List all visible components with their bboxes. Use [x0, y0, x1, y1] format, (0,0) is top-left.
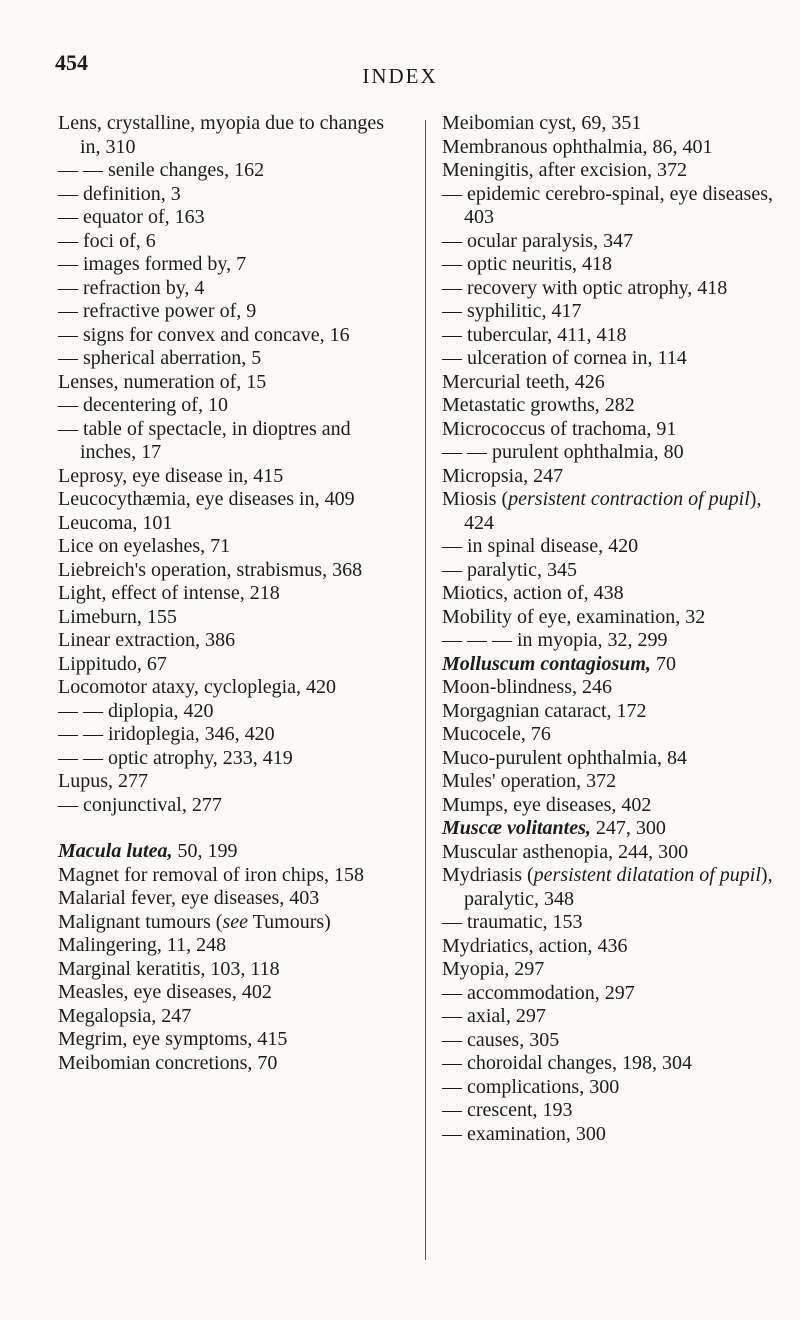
index-entry [58, 723, 398, 747]
index-entry [58, 300, 398, 324]
entry-text: Metastatic growths, 282 [442, 394, 635, 416]
index-entry [442, 911, 782, 935]
index-entry [58, 230, 398, 254]
entry-text: — examination, 300 [442, 1122, 606, 1145]
entry-text: — spherical aberration, 5 [58, 347, 262, 369]
entry-text: Lenses, numeration of, 15 [58, 370, 267, 393]
entry-text: — paralytic, 345 [442, 558, 577, 581]
entry-text: — traumatic, 153 [442, 911, 583, 933]
entry-text: — signs for convex and concave, 16 [58, 323, 350, 346]
entry-text: — table of spectacle, in dioptres and inches, 17 [58, 417, 351, 463]
index-entry [442, 324, 782, 348]
index-entry [58, 559, 398, 583]
entry-text: 247, 300 [590, 817, 666, 839]
entry-text: — — senile changes, 162 [58, 159, 265, 181]
entry-text: 70 [650, 652, 676, 675]
index-entry [58, 159, 398, 183]
index-entry [58, 465, 398, 489]
entry-text: Malingering, 11, 248 [58, 934, 227, 956]
index-entry [442, 1099, 782, 1123]
index-entry [442, 535, 782, 559]
index-entry [442, 136, 782, 160]
index-entry [442, 347, 782, 371]
index-entry [442, 629, 782, 653]
entry-text: Micrococcus of trachoma, 91 [442, 417, 677, 440]
running-head: INDEX [362, 64, 438, 88]
entry-text: — in spinal disease, 420 [442, 535, 639, 557]
entry-text: — ocular paralysis, 347 [442, 229, 634, 252]
entry-text: Locomotor ataxy, cycloplegia, 420 [58, 676, 337, 698]
index-entry [58, 277, 398, 301]
entry-text: — epidemic cerebro-spinal, eye diseases, 403 [442, 182, 773, 228]
index-entry [442, 676, 782, 700]
entry-text: Membranous ophthalmia, 86, 401 [442, 135, 713, 158]
entry-text: — foci of, 6 [58, 229, 156, 252]
index-entry [442, 559, 782, 583]
entry-text: Megalopsia, 247 [58, 1004, 192, 1027]
index-entry [442, 441, 782, 465]
entry-text: — equator of, 163 [58, 206, 205, 228]
entry-text: — accommodation, 297 [442, 981, 635, 1004]
entry-text: Miosis ( [442, 488, 509, 510]
entry-text: Meibomian concretions, 70 [58, 1051, 278, 1074]
entry-text: Mules' operation, 372 [442, 770, 617, 792]
index-entry [58, 840, 398, 864]
index-entry [58, 324, 398, 348]
entry-text: Miotics, action of, 438 [442, 582, 624, 604]
index-entry [442, 606, 782, 630]
entry-text: Liebreich's operation, strabismus, 368 [58, 558, 363, 581]
index-column-right [442, 112, 782, 1146]
entry-text: Meningitis, after excision, 372 [442, 159, 687, 181]
entry-text: — — optic atrophy, 233, 419 [58, 746, 293, 769]
index-entry [442, 465, 782, 489]
index-entry [442, 935, 782, 959]
entry-text: Muco-purulent ophthalmia, 84 [442, 746, 687, 769]
entry-text: — decentering of, 10 [58, 394, 228, 416]
index-entry [58, 653, 398, 677]
entry-text: Meibomian cyst, 69, 351 [442, 112, 642, 134]
index-entry [442, 112, 782, 136]
index-entry [442, 982, 782, 1006]
entry-italic: see [222, 910, 248, 933]
entry-text: Lens, crystalline, myopia due to changes in, 310 [58, 112, 385, 158]
entry-tail: ), 424 [464, 488, 762, 534]
entry-text: — conjunctival, 277 [58, 793, 222, 816]
index-entry [442, 723, 782, 747]
index-entry [442, 371, 782, 395]
index-entry [442, 958, 782, 982]
index-entry [442, 582, 782, 606]
index-entry [58, 700, 398, 724]
entry-text: Mercurial teeth, 426 [442, 370, 605, 393]
index-entry [442, 841, 782, 865]
entry-text: — syphilitic, 417 [442, 300, 582, 322]
index-entry [58, 981, 398, 1005]
entry-text: Morgagnian cataract, 172 [442, 699, 647, 722]
index-entry [58, 629, 398, 653]
index-entry [442, 1052, 782, 1076]
index-entry [58, 488, 398, 512]
entry-heading: Macula lutea, [58, 840, 173, 862]
index-entry [442, 277, 782, 301]
entry-italic: persistent dilatation of pupil [533, 864, 761, 886]
index-entry [58, 112, 398, 159]
entry-text: Malignant tumours ( [58, 910, 223, 933]
entry-text: Lice on eyelashes, 71 [58, 535, 231, 557]
index-entry [442, 770, 782, 794]
entry-text: Mucocele, 76 [442, 723, 551, 745]
entry-text: — choroidal changes, 198, 304 [442, 1052, 692, 1074]
entry-text: Myopia, 297 [442, 958, 545, 980]
entry-text: — axial, 297 [442, 1005, 546, 1027]
index-entry [58, 958, 398, 982]
entry-text: Moon-blindness, 246 [442, 676, 612, 698]
entry-text: Light, effect of intense, 218 [58, 582, 280, 604]
index-entry [58, 1052, 398, 1076]
entry-text: — images formed by, 7 [58, 253, 247, 275]
entry-text: — complications, 300 [442, 1075, 620, 1098]
index-entry [58, 253, 398, 277]
index-entry [58, 887, 398, 911]
entry-text: Megrim, eye symptoms, 415 [58, 1028, 288, 1050]
entry-text: Leprosy, eye disease in, 415 [58, 464, 284, 487]
entry-text: — — diplopia, 420 [58, 699, 214, 722]
entry-text: Limeburn, 155 [58, 605, 177, 628]
index-entry [442, 747, 782, 771]
entry-text: — causes, 305 [442, 1028, 560, 1051]
index-entry [442, 1076, 782, 1100]
entry-text: — crescent, 193 [442, 1099, 573, 1121]
index-entry [442, 159, 782, 183]
index-entry [442, 1005, 782, 1029]
entry-heading: Muscæ volitantes, [442, 817, 591, 839]
index-entry [442, 864, 782, 911]
entry-text: Micropsia, 247 [442, 464, 564, 487]
index-entry [442, 794, 782, 818]
index-entry [442, 300, 782, 324]
entry-text: — refractive power of, 9 [58, 300, 257, 322]
index-entry [58, 911, 398, 935]
entry-italic: persistent contraction of pupil [508, 488, 750, 510]
index-entry [442, 488, 782, 535]
index-entry [58, 934, 398, 958]
index-entry [442, 653, 782, 677]
entry-text: Leucoma, 101 [58, 511, 173, 534]
entry-text: 50, 199 [172, 840, 238, 862]
entry-text: — recovery with optic atrophy, 418 [442, 276, 728, 299]
index-entry [58, 864, 398, 888]
entry-tail: Tumours) [247, 910, 331, 933]
entry-text: Leucocythæmia, eye diseases in, 409 [58, 488, 355, 510]
entry-text: — — iridoplegia, 346, 420 [58, 723, 275, 745]
index-entry [58, 394, 398, 418]
entry-text: Measles, eye diseases, 402 [58, 981, 272, 1003]
index-entry [58, 371, 398, 395]
entry-text: Linear extraction, 386 [58, 629, 236, 651]
index-entry [442, 1029, 782, 1053]
index-entry [58, 606, 398, 630]
index-entry [58, 535, 398, 559]
index-entry [442, 418, 782, 442]
index-column-left [58, 112, 398, 1075]
index-entry [58, 418, 398, 465]
index-entry [442, 817, 782, 841]
index-entry [58, 183, 398, 207]
entry-text: Mydriasis ( [442, 864, 534, 886]
index-entry [442, 394, 782, 418]
entry-text: — — purulent ophthalmia, 80 [442, 441, 684, 463]
entry-text: Lippitudo, 67 [58, 652, 167, 675]
page-number: 454 [55, 50, 88, 75]
index-entry [58, 676, 398, 700]
index-entry [58, 1028, 398, 1052]
index-entry [58, 747, 398, 771]
index-entry [442, 700, 782, 724]
index-entry [58, 512, 398, 536]
entry-text: Magnet for removal of iron chips, 158 [58, 863, 365, 886]
entry-text: Muscular asthenopia, 244, 300 [442, 840, 689, 863]
index-entry [58, 582, 398, 606]
index-entry [58, 206, 398, 230]
index-entry [58, 794, 398, 818]
entry-text: Mydriatics, action, 436 [442, 934, 628, 957]
index-entry [442, 253, 782, 277]
index-entry [442, 1123, 782, 1147]
entry-text: — definition, 3 [58, 182, 181, 205]
entry-text: — — — in myopia, 32, 299 [442, 629, 668, 651]
index-entry [58, 347, 398, 371]
index-entry [58, 1005, 398, 1029]
column-divider [425, 120, 426, 1260]
entry-heading: Molluscum contagiosum, [442, 652, 651, 675]
entry-text: — tubercular, 411, 418 [442, 323, 627, 346]
entry-text: Mumps, eye diseases, 402 [442, 793, 652, 816]
index-entry [442, 230, 782, 254]
entry-text: — refraction by, 4 [58, 276, 205, 299]
entry-text: — optic neuritis, 418 [442, 253, 612, 275]
entry-text: Marginal keratitis, 103, 118 [58, 957, 280, 980]
index-entry [58, 770, 398, 794]
entry-text: Lupus, 277 [58, 770, 148, 792]
entry-text: Mobility of eye, examination, 32 [442, 605, 706, 628]
entry-text: — ulceration of cornea in, 114 [442, 347, 687, 369]
entry-text: Malarial fever, eye diseases, 403 [58, 887, 320, 909]
index-entry [442, 183, 782, 230]
entry-tail: ), paralytic, 348 [464, 864, 773, 910]
